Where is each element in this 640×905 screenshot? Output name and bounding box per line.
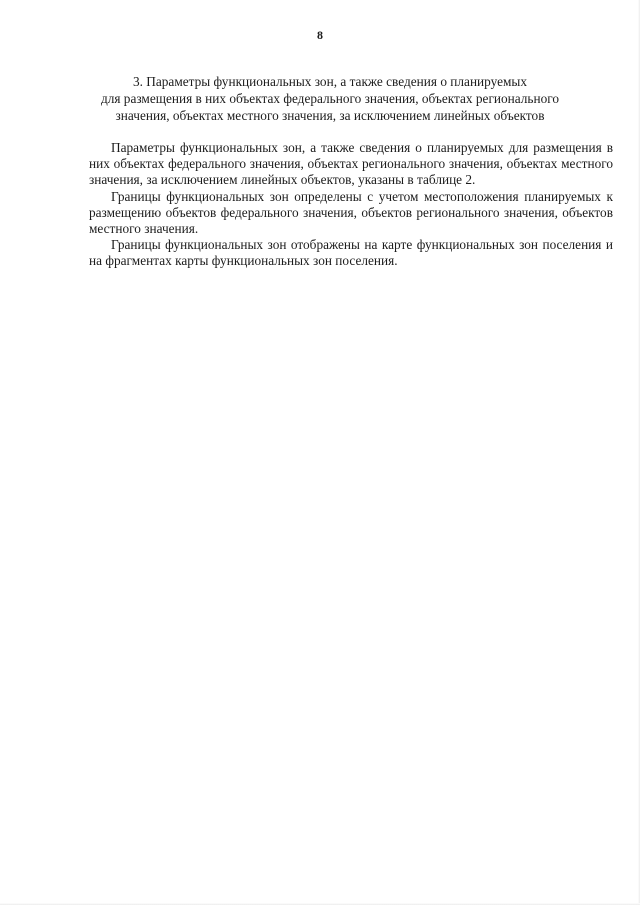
heading-line-1: 3. Параметры функциональных зон, а также сведения о планируемых [132,74,528,89]
page-number: 8 [317,28,323,42]
paragraph-parameters: Параметры функциональных зон, а также сведения о планируемых для размещения в них объектах федерального значения, объектах регионального значения, объектах местного значения, за исключением линейных объектов, указаны в таблице 2. [89,140,613,188]
heading-line-3: значения, объектах местного значения, за исключением линейных объектов [115,108,545,123]
section-heading [70,73,590,124]
paragraph-boundaries-displayed: Границы функциональных зон отображены на карте функциональных зон поселения и на фрагментах карты функциональных зон поселения. [89,237,613,269]
heading-line-2: для размещения в них объектах федерального значения, объектах регионального [100,91,560,106]
body-text [89,140,613,270]
paragraph-boundaries-defined: Границы функциональных зон определены с учетом местоположения планируемых к размещению объектов федерального значения, объектов регионального значения, объектов местного значения. [89,188,613,237]
